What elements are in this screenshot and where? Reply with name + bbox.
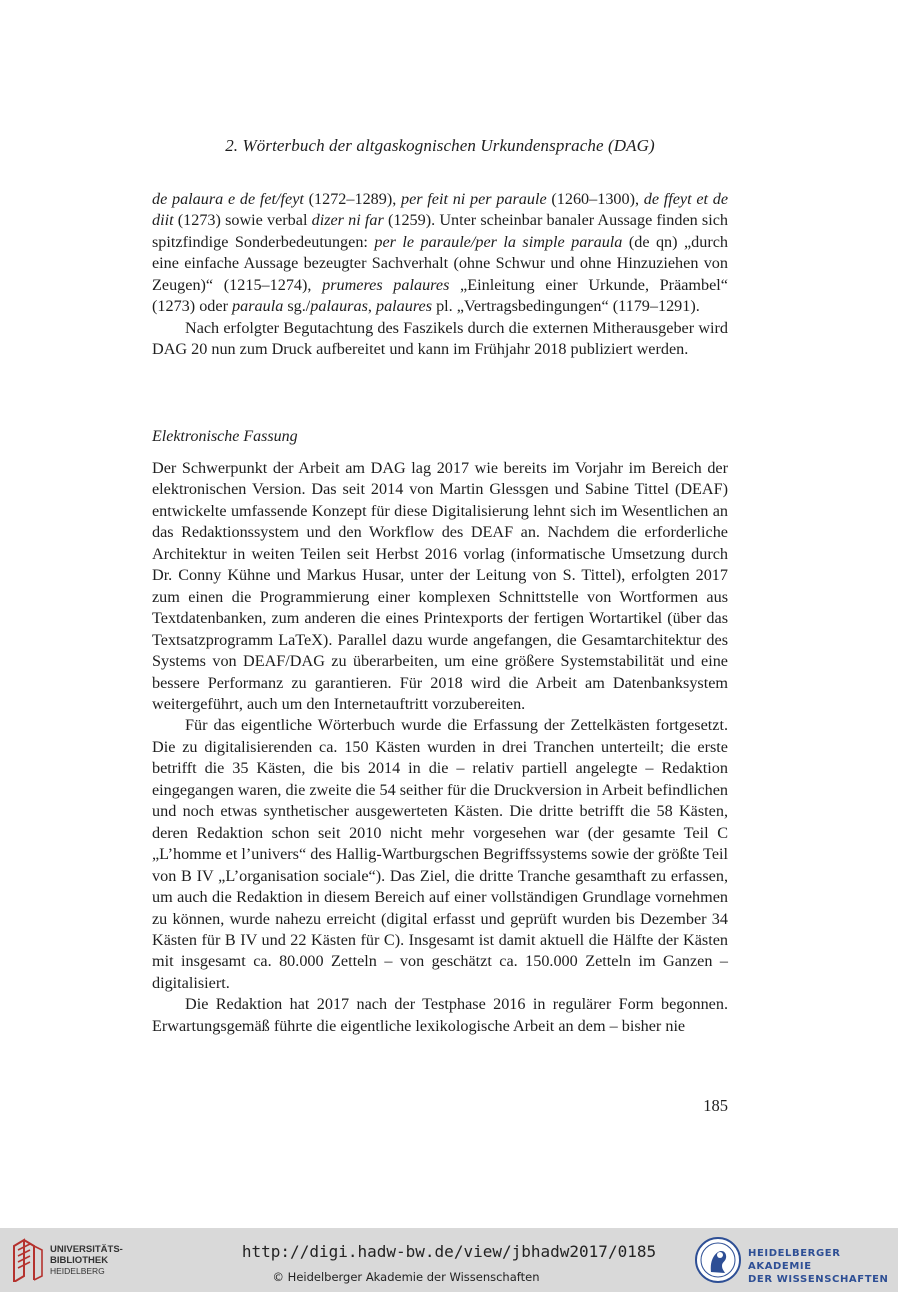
italic-term: paraula — [232, 297, 284, 316]
section-heading: Elektronische Fassung — [152, 428, 298, 445]
paragraph-dictionary: Für das eigentliche Wörterbuch wurde die Erfassung der Zettelkästen fortgesetzt. Die zu digitalisierenden ca. 150 Kästen wurden in drei Tranchen unterteilt; die erste betrifft die 35 Kästen, die bis 2014 in die – relativ partiell angelegte – Redaktion eingegangen waren, die zweite die 54 seither für die Druckversion in Arbeit befindlichen und noch etwas synthetischer ausgewerteten Kästen. Die dritte betrifft die 58 Kästen, deren Redaktion schon seit 2010 nicht mehr vorgesehen war (der gesamte Teil C „L’homme et l’univers“ des Hallig-Wartburgschen Begriffssystems sowie der größte Teil von B IV „L’organisation sociale“). Das Ziel, die dritte Tranche gesamthaft zu erfassen, um auch die Redaktion in diesem Bereich auf einer vollständigen Grundlage vornehmen zu können, wurde nahezu erreicht (digital erfasst und geprüft wurden bis Dezember 34 Kästen für B IV und 22 Kästen für C). Insgesamt ist damit aktuell die Hälfte der Kästen mit insgesamt ca. 80.000 Zetteln – von geschätzt ca. 150.000 Zetteln im Ganzen – digitalisiert. — [152, 716, 728, 992]
running-head: 2. Wörterbuch der altgaskognischen Urkundensprache (DAG) — [225, 136, 655, 155]
text-block-main — [152, 458, 728, 1037]
ub-line: BIBLIOTHEK — [50, 1255, 109, 1266]
italic-term: de palaura e de fet/feyt — [152, 190, 304, 208]
page-number: 185 — [703, 1096, 728, 1115]
copyright-notice: © Heidelberger Akademie der Wissenschaften — [272, 1270, 540, 1284]
academy-line: DER WISSENSCHAFTEN — [748, 1274, 889, 1285]
text-run: (1272–1289), — [303, 190, 402, 208]
ub-line: UNIVERSITÄTS- — [50, 1244, 123, 1255]
text-block-top — [152, 189, 728, 361]
italic-term: per feit ni per paraule — [401, 190, 547, 208]
ub-line: HEIDELBERG — [50, 1266, 105, 1276]
academy-line: HEIDELBERGER AKADEMIE — [748, 1248, 841, 1272]
academy-name[interactable] — [748, 1247, 898, 1286]
paragraph-electronic-version: Der Schwerpunkt der Arbeit am DAG lag 2017 wie bereits im Vorjahr im Bereich der elektronischen Version. Das seit 2014 von Martin Glessgen und Sabine Tittel (DEAF) entwickelte umfassende Konzept für diese Digitalisierung lehnt sich im Wesentlichen an das Redaktionssystem und den Workflow des DEAF an. Nachdem die erforderliche Architektur in weiten Teilen seit Herbst 2016 vorlag (informatische Umsetzung durch Dr. Conny Kühne und Markus Husar, unter der Leitung von S. Tittel), erfolgten 2017 zum einen die Programmierung einer komplexen Schnittstelle von Wortformen aus Textdatenbanken, zum anderen die eines Printexports der fertigen Wortartikel (über das Textsatzprogramm LaTeX). Parallel dazu wurde angefangen, die Gesamtarchitektur des Systems von DEAF/DAG zu überarbeiten, um eine größere Systemstabilität und eine bessere Performanz zu garantieren. Für 2018 wird die Arbeit am Datenbanksystem weitergeführt, auch um den Internetauftritt vorzubereiten. — [152, 459, 728, 713]
italic-term: dizer ni far — [311, 211, 384, 230]
italic-term: palaures — [375, 297, 433, 316]
paragraph-editing: Die Redaktion hat 2017 nach der Testphase 2016 in regulärer Form begonnen. Erwartungsgemäß führte die eigentliche lexikologische Arbeit an dem – bisher nie — [152, 995, 728, 1035]
text-run: „Einleitung einer Urkunde, Präambel“ (1273) oder — [152, 275, 728, 316]
italic-term: per le paraule/per la simple paraula — [374, 232, 623, 251]
text-run: (1259). Unter scheinbar banaler Aussage finden sich spitzfindige Sonderbedeutungen: — [152, 211, 729, 251]
footer-banner — [0, 1228, 898, 1292]
text-run: (1260–1300), — [546, 190, 644, 208]
italic-term: palauras — [310, 297, 368, 316]
italic-term: prumeres palaures — [322, 275, 450, 294]
text-run: sg./ — [283, 297, 311, 316]
text-run: pl. „Vertragsbedingungen“ (1179–1291). — [432, 297, 700, 316]
permalink-url[interactable]: http://digi.hadw-bw.de/view/jbhadw2017/0185 — [241, 1242, 657, 1261]
paragraph-publication: Nach erfolgter Begutachtung des Faszikels durch die externen Mitherausgeber wird DAG 20 nun zum Druck aufbereitet und kann im Frühjahr 2018 publiziert werden. — [152, 318, 728, 359]
italic-term: de ffeyt et de diit — [152, 190, 729, 230]
text-run: (de qn) „durch eine einfache Aussage bezeugter Sachverhalt (ohne Schwur und ohne Hinzuziehen von Zeugen)“ (1215–1274), — [152, 232, 728, 294]
text-run: (1273) sowie verbal — [173, 211, 312, 230]
text-run: , — [367, 297, 376, 316]
paragraph-citations — [152, 189, 728, 318]
academy-seal-icon[interactable] — [694, 1236, 742, 1284]
